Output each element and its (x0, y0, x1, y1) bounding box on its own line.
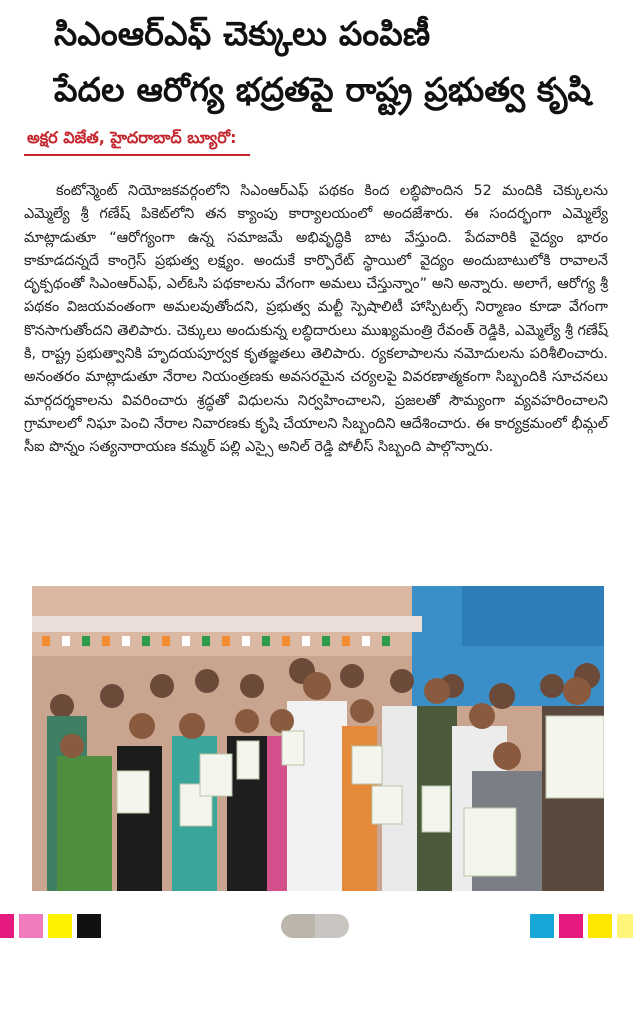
byline-underline (24, 154, 250, 156)
magenta-swatch-right (559, 914, 583, 938)
cmyk-color-bar-left (0, 914, 106, 938)
article-headline (54, 6, 624, 118)
prev-page-button[interactable] (281, 914, 315, 938)
yellow-swatch-right (588, 914, 612, 938)
headline-line-1: సిఎంఆర్‌ఎఫ్ చెక్కులు పంపిణీ (54, 14, 431, 53)
light-magenta-swatch (19, 914, 43, 938)
group-photo-image (32, 586, 604, 891)
headline-line-2: పేదల ఆరోగ్య భద్రతపై రాష్ట్ర ప్రభుత్వ కృషి (54, 70, 592, 109)
page-nav-pill[interactable] (281, 914, 349, 938)
byline: అక్షర విజేత, హైదరాబాద్ బ్యూరో: (27, 128, 237, 147)
cyan-swatch (530, 914, 554, 938)
cmyk-color-bar-right (530, 914, 633, 938)
magenta-swatch (0, 914, 14, 938)
light-yellow-swatch (617, 914, 633, 938)
yellow-swatch (48, 914, 72, 938)
article-body: కంటోన్మెంట్ నియోజకవర్గంలోని సిఎంఆర్‌ఎఫ్ పథకం కింద లబ్ధిపొందిన 52 మందికి చెక్కులను ఎమ్మెల్యే శ్రీ గణేష్ పికెట్‌లోని తన క్యాంపు కార్యాలయంలో అందజేశారు. ఈ సందర్భంగా ఎమ్మెల్యే మాట్లాడుతూ “ఆరోగ్యంగా ఉన్న సమాజమే అభివృద్ధికి బాట వేస్తుంది. పేదవారికి వైద్యం భారం కాకూడదన్నదే కాంగ్రెస్ ప్రభుత్వ లక్ష్యం. అందుకే కార్పొరేట్ స్థాయిలో వైద్యం అందుబాటులోకి రావాలనే దృక్పథంతో సిఎంఆర్‌ఎఫ్, ఎల్‌ఓసి పథకాలను వేగంగా అమలు చేస్తున్నాం” అని అన్నారు. అలాగే, ఆరోగ్య శ్రీ పథకం విజయవంతంగా అమలవుతోందని, ప్రభుత్వ మల్టీ స్పెషాలిటీ హాస్పిటల్స్ నిర్మాణం కూడా వేగంగా కొనసాగుతోందని తెలిపారు. చెక్కులు అందుకున్న లబ్ధిదారులు ముఖ్యమంత్రి రేవంత్ రెడ్డికి, ఎమ్మెల్యే శ్రీ గణేష్ కి, రాష్ట్ర ప్రభుత్వానికి హృదయపూర్వక కృతజ్ఞతలు తెలిపారు. ర్యకలాపాలను నమోదులను పరిశీలించారు. అనంతరం మాట్లాడుతూ నేరాల నియంత్రణకు అవసరమైన చర్యలపై వివరణాత్మకంగా సిబ్బందికి సూచనలు మార్గదర్శకాలను వివరించారు శ్రద్ధతో విధులను నిర్వహించాలని, ప్రజలతో సౌమ్యంగా వ్యవహరించాలని గ్రామాలలో నిఘా పెంచి నేరాల నివారణకు కృషి చేయాలని సిబ్బందిని ఆదేశించారు. ఈ కార్యక్రమంలో భీమ్గల్ సీఐ పొన్నం సత్యనారాయణ కమ్మర్ పల్లి ఎస్సై అనిల్ రెడ్డి పోలీస్ సిబ్బంది పాల్గొన్నారు. (24, 183, 608, 456)
black-swatch (77, 914, 101, 938)
article-photo (32, 586, 604, 891)
next-page-button[interactable] (315, 914, 349, 938)
